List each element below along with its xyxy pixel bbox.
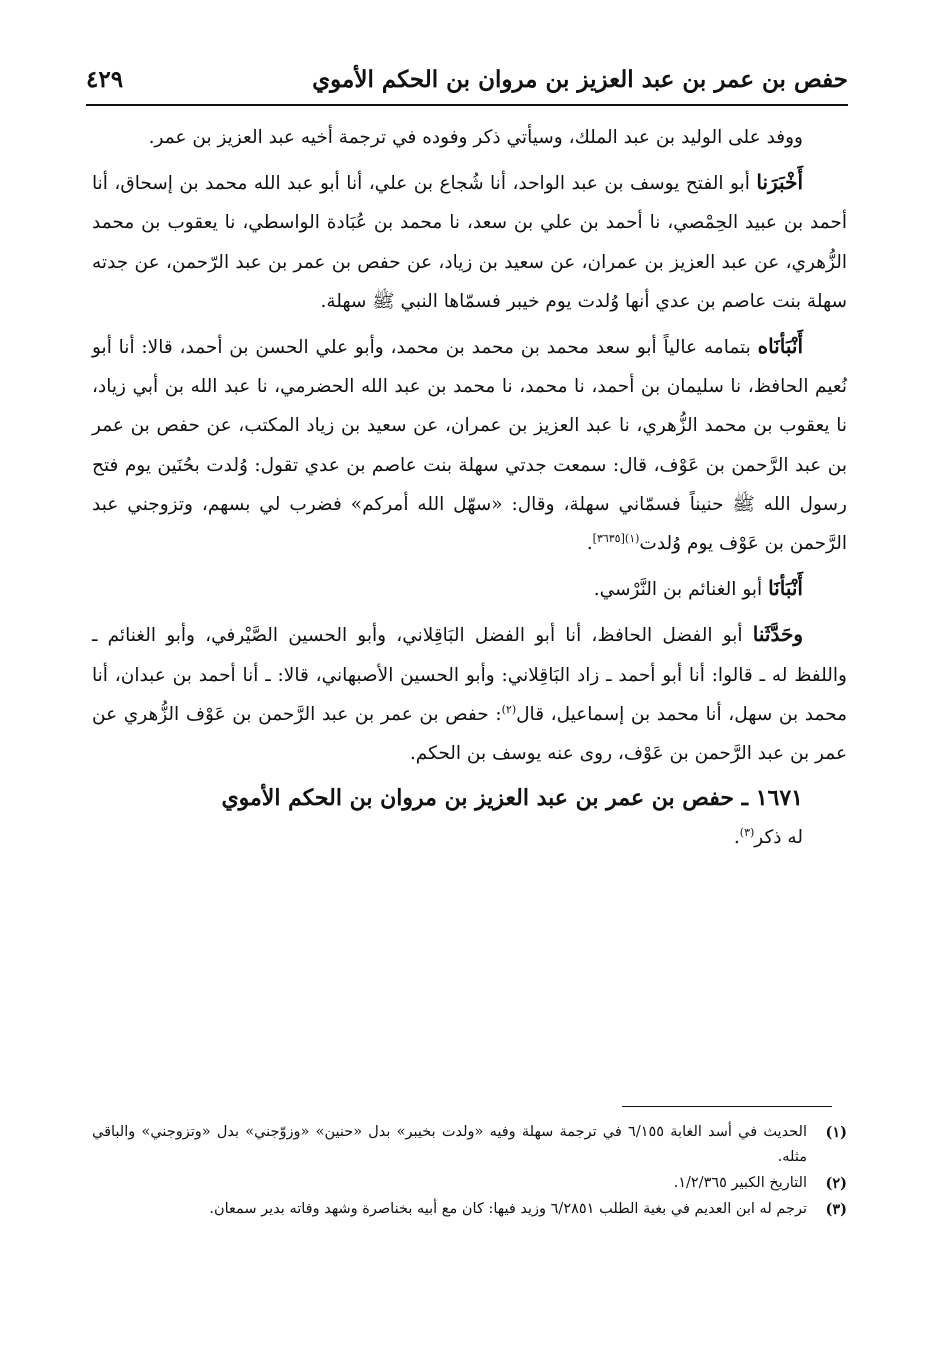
footnote-separator xyxy=(622,1106,832,1107)
entry-heading: ١٦٧١ ـ حفص بن عمر بن عبد العزيز بن مروان بن الحكم الأموي xyxy=(221,785,803,812)
narration-lead-anbaana: أَنْبَأنَا xyxy=(768,576,803,601)
narration-lead-haddathana: وحَدَّثَنا xyxy=(752,622,803,647)
paragraph-3: أَنْبَأنَاه بتمامه عالياً أبو سعد محمد بن محمد بن محمد، وأبو علي الحسن بن أحمد، قالا: أنا أبو نُعيم الحافظ، نا سليمان بن أحمد، نا محمد، نا محمد بن عبد الله الحضرمي، نا عبد الله بن أبي زياد، نا يعقوب بن محمد الزُّهري، نا عبد العزيز بن عمران، عن سعيد بن زياد المكتب، عن حفص بن عمر بن عبد الرَّحمن بن عَوْف، قال: سمعت جدتي سهلة بنت عاصم بن عدي تقول: وُلدت بحُنَين يوم فتح رسول الله ﷺ حنيناً فسمّاني سهلة، وقال: «سهّل الله أمركم» فضرب لي بسهم، وتزوجني عبد الرَّحمن بن عَوْف يوم وُلدت$^{(١)[٣٦٣٥]}$. xyxy=(92,334,847,555)
footnote-1 xyxy=(92,1120,847,1170)
footnote-1-number: (١) xyxy=(825,1124,847,1141)
paragraph-3-text: بتمامه عالياً أبو سعد محمد بن محمد بن محمد، وأبو علي الحسن بن أحمد، قالا: أنا أبو نُعيم الحافظ، نا سليمان بن أحمد، نا محمد، نا محمد بن عبد الله الحضرمي، نا عبد الله بن أبي زياد، نا يعقوب بن محمد الزُّهري، نا عبد العزيز بن عمران، عن سعيد بن زياد المكتب، عن حفص بن عمر بن عبد الرَّحمن بن عَوْف، قال: سمعت جدتي سهلة بنت عاصم بن عدي تقول: وُلدت بحُنَين يوم فتح رسول الله ﷺ حنيناً فسمّاني سهلة، وقال: «سهّل الله أمركم» فضرب لي بسهم، وتزوجني عبد الرَّحمن بن عَوْف يوم وُلدت xyxy=(92,337,847,555)
paragraph-4-text: أبو الغنائم بن النَّرْسي. xyxy=(593,579,763,601)
narration-lead-anbaanahu: أَنْبَأنَاه xyxy=(757,334,803,359)
footnote-3 xyxy=(92,1197,847,1222)
footnote-2 xyxy=(92,1171,847,1196)
footnote-2-number: (٢) xyxy=(825,1175,847,1192)
footnote-ref-2: (٢) xyxy=(501,702,517,716)
running-title: حفص بن عمر بن عبد العزيز بن مروان بن الحكم الأموي xyxy=(312,66,848,93)
entry-text-body: له ذكر xyxy=(754,827,803,849)
footnotes xyxy=(92,1120,847,1223)
page-number: ٤٢٩ xyxy=(86,66,124,93)
page-header xyxy=(86,62,848,100)
paragraph-4 xyxy=(92,569,847,609)
footnote-ref-3: (٣) xyxy=(739,826,755,840)
footnote-2-text: التاريخ الكبير ١/٢/٣٦٥. xyxy=(673,1175,807,1191)
paragraph-1 xyxy=(92,118,847,157)
paragraph-1-text: ووفد على الوليد بن عبد الملك، وسيأتي ذكر وفوده في ترجمة أخيه عبد العزيز بن عمر. xyxy=(148,127,803,148)
footnote-ref-1: (١)[٣٦٣٥] xyxy=(592,531,640,545)
paragraph-2-text: أبو الفتح يوسف بن عبد الواحد، أنا شُجاع بن علي، أنا أبو عبد الله محمد بن إسحاق، أنا أحمد بن عبيد الحِمْصي، نا أحمد بن علي بن سعد، نا محمد بن عُبَادة الواسطي، نا يعقوب بن محمد الزُّهري، عن عبد العزيز بن عمران، عن سعيد بن زياد، عن حفص بن عمر بن عبد الرّحمن، عن جدته سهلة بنت عاصم بن عدي أنها وُلدت يوم خيبر فسمّاها النبي ﷺ سهلة. xyxy=(92,173,847,312)
paragraph-5 xyxy=(92,615,847,773)
paragraph-2 xyxy=(92,163,847,321)
header-rule xyxy=(86,104,848,106)
footnote-3-number: (٣) xyxy=(825,1201,847,1218)
narration-lead-akhbarana: أَخْبَرَنا xyxy=(756,170,803,195)
entry-text: له ذكر$^{(٣)}$. xyxy=(733,826,803,849)
footnote-3-text: ترجم له ابن العديم في بغية الطلب ٦/٢٨٥١ وزيد فيها: كان مع أبيه بخناصرة وشهد وفاته بدير سمعان. xyxy=(209,1201,807,1217)
main-text xyxy=(92,118,847,864)
footnote-1-text: الحديث في أسد الغابة ٦/١٥٥ في ترجمة سهلة وفيه «ولدت بخيبر» بدل «حنين» «وزوّجني» بدل «وتزوجني» والباقي مثله. xyxy=(92,1124,808,1165)
paragraph-5-tail: : حفص بن عمر بن عبد الرَّحمن بن عَوْف الزُّهري عن عمر بن عبد الرَّحمن بن عَوْف، روى عنه يوسف بن الحكم. xyxy=(92,703,847,765)
paragraph-5-text: أبو الفضل الحافظ، أنا أبو الفضل البَاقِلاني، وأبو الحسين الصَّيْرفي، وأبو الغنائم ـ واللفظ له ـ قالوا: أنا أبو أحمد ـ زاد البَاقِلاني: وأبو الحسين الأصبهاني، قالا: ـ أنا أحمد بن عبدان، أنا محمد بن سهل، أنا محمد بن إسماعيل، قال xyxy=(92,625,847,725)
